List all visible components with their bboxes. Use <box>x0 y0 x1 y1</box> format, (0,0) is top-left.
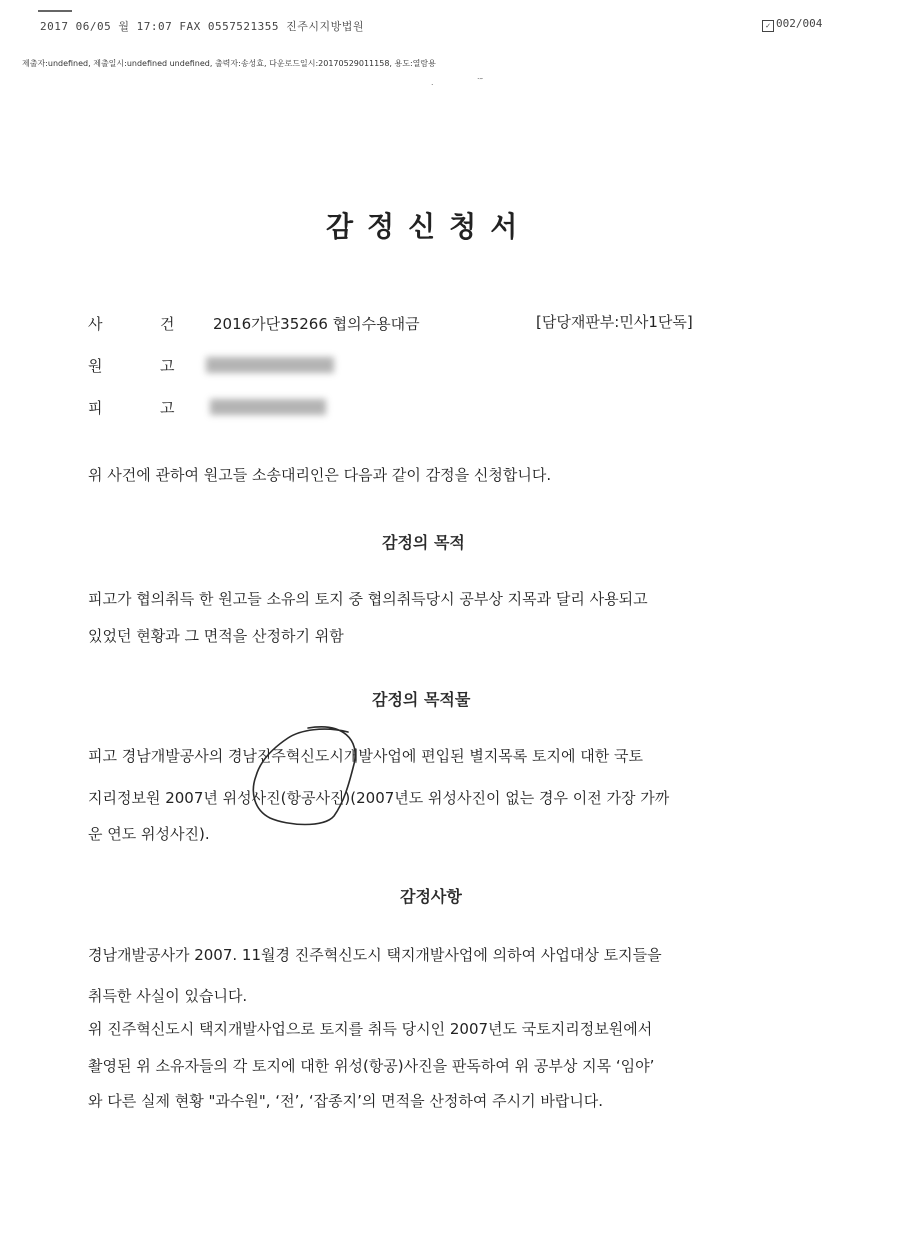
section-object-line: 지리정보원 2007년 위성사진(항공사진)(2007년도 위성사진이 없는 경우 이전 가장 가까 <box>88 789 670 807</box>
case-label-1: 사 <box>88 315 103 333</box>
section-heading-purpose: 감정의 목적 <box>382 533 465 552</box>
section-purpose-line: 피고가 협의취득 한 원고들 소유의 토지 중 협의취득당시 공부상 지목과 달리 사용되고 <box>88 590 648 608</box>
section-matters-line: 경남개발공사가 2007. 11월경 진주혁신도시 택지개발사업에 의하여 사업대상 토지들을 <box>88 946 662 964</box>
case-value: 2016가단35266 협의수용대금 <box>213 315 420 333</box>
case-label-2: 건 <box>160 315 175 333</box>
redaction-blur <box>206 357 334 373</box>
plaintiff-redacted <box>206 354 334 373</box>
section-matters-line: 취득한 사실이 있습니다. <box>88 987 248 1005</box>
defendant-redacted <box>210 396 326 415</box>
defendant-label-2: 고 <box>160 399 175 417</box>
section-object-line: 운 연도 위성사진). <box>88 825 210 843</box>
redaction-blur <box>210 399 326 415</box>
document-title: 감정신청서 <box>326 210 532 243</box>
fax-page-text: 002/004 <box>776 17 823 30</box>
defendant-label-1: 피 <box>88 399 103 417</box>
fax-check-icon: ✓ <box>762 20 774 32</box>
download-meta: 제출자:undefined, 제출일시:undefined undefined, 출력자:송성효, 다운로드일시:20170529011158, 용도:열람용 <box>22 59 436 68</box>
scan-speck: ˙ <box>430 84 435 94</box>
plaintiff-label-2: 고 <box>160 357 175 375</box>
section-matters-line: 위 진주혁신도시 택지개발사업으로 토지를 취득 당시인 2007년도 국토지리정보원에서 <box>88 1020 653 1038</box>
section-matters-line: 와 다른 실제 현황 "과수원", ‘전’, ‘잡종지’의 면적을 산정하여 주시기 바랍니다. <box>88 1092 604 1110</box>
section-object-line: 피고 경남개발공사의 경남진주혁신도시개발사업에 편입된 별지목록 토지에 대한 국토 <box>88 747 644 765</box>
section-matters-line: 촬영된 위 소유자들의 각 토지에 대한 위성(항공)사진을 판독하여 위 공부상 지목 ‘임야’ <box>88 1057 655 1075</box>
plaintiff-label-1: 원 <box>88 357 103 375</box>
case-division: [담당재판부:민사1단독] <box>536 313 693 331</box>
fax-top-rule <box>38 10 72 12</box>
fax-page-number <box>762 17 822 32</box>
section-purpose-line: 있었던 현황과 그 면적을 산정하기 위함 <box>88 627 344 645</box>
scan-speck: ˙ ̃ <box>476 78 484 88</box>
handwritten-circle-annotation <box>248 722 378 830</box>
section-heading-matters: 감정사항 <box>400 887 462 906</box>
fax-header-line: 2017 06/05 월 17:07 FAX 0557521355 진주시지방법원 <box>40 20 365 33</box>
intro-paragraph: 위 사건에 관하여 원고들 소송대리인은 다음과 같이 감정을 신청합니다. <box>88 466 552 484</box>
section-heading-object: 감정의 목적물 <box>372 690 471 709</box>
